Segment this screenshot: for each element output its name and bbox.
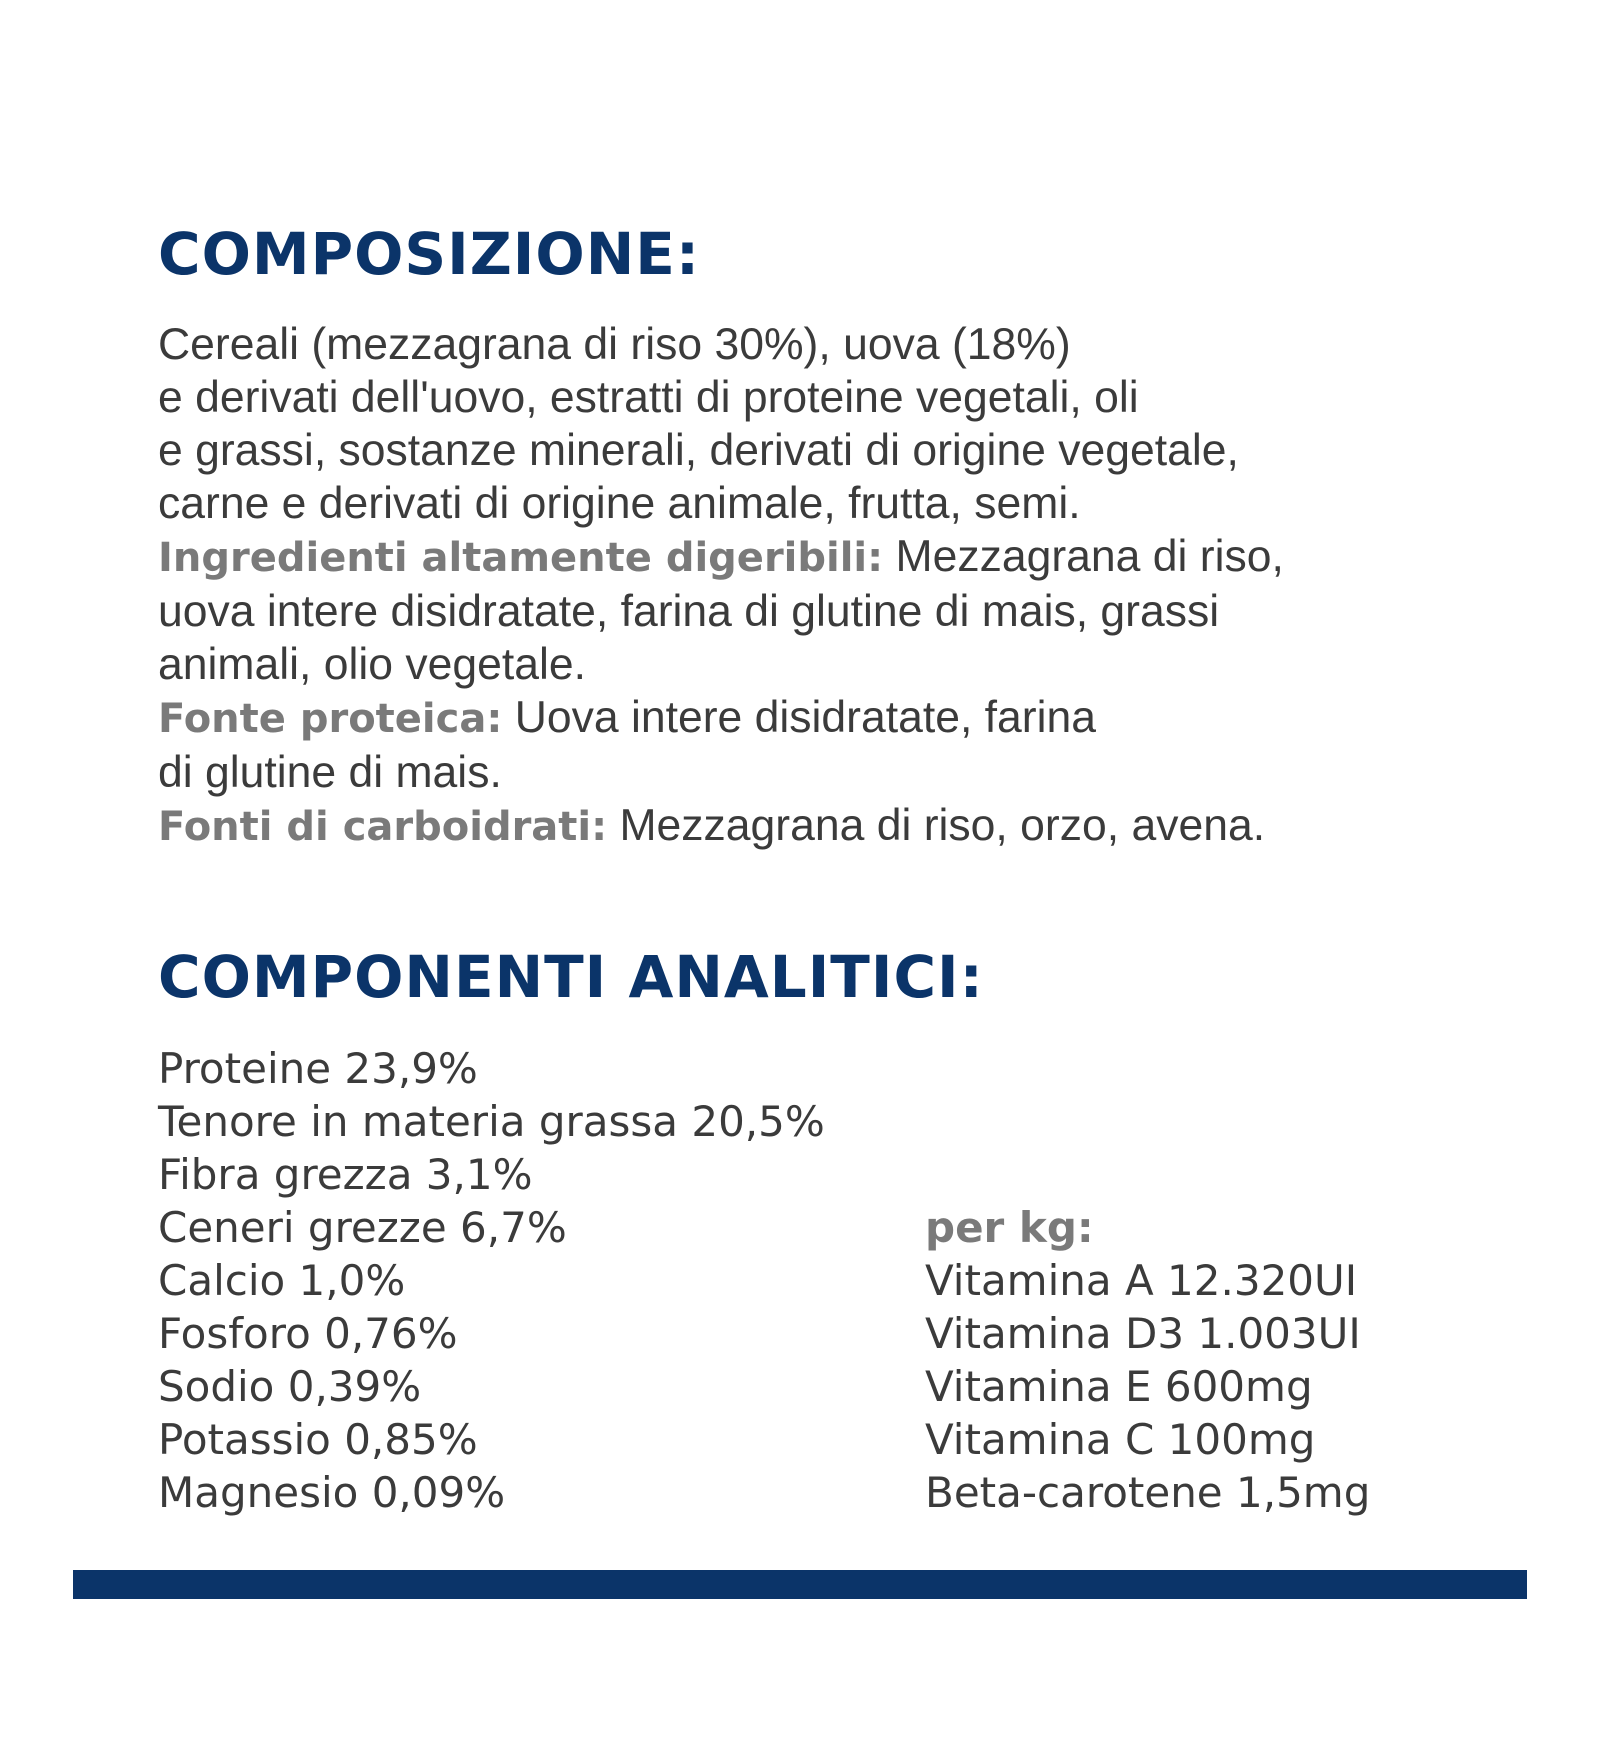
composition-line: e grassi, sostanze minerali, derivati di origine vegetale, (158, 426, 1239, 475)
list-item: Proteine 23,9% (158, 1044, 478, 1093)
analytical-heading: COMPONENTI ANALITICI: (158, 943, 984, 1011)
list-item: Sodio 0,39% (158, 1362, 422, 1411)
protein-source-label: Fonte proteica: (158, 696, 503, 742)
composition-section (158, 318, 1458, 854)
list-item: Ceneri grezze 6,7% (158, 1203, 567, 1252)
composition-line: carne e derivati di origine animale, frutta, semi. (158, 479, 1081, 528)
carb-sources-text: Mezzagrana di riso, orzo, avena. (607, 801, 1266, 850)
list-item: Fibra grezza 3,1% (158, 1150, 533, 1199)
composition-description (158, 318, 1458, 530)
digestible-label: Ingredienti altamente digeribili: (158, 535, 884, 581)
protein-source-line: di glutine di mais. (158, 748, 502, 797)
carb-sources-label: Fonti di carboidrati: (158, 804, 608, 850)
list-item: Potassio 0,85% (158, 1415, 478, 1464)
composition-heading: COMPOSIZIONE: (158, 220, 701, 288)
protein-source-text: Uova intere disidratate, farina (502, 693, 1096, 742)
per-kg-label: per kg: (925, 1203, 1094, 1252)
digestible-line: animali, olio vegetale. (158, 640, 586, 689)
digestible-first-line (158, 530, 1458, 585)
composition-line: Cereali (mezzagrana di riso 30%), uova (18%) (158, 320, 1071, 369)
list-item: Tenore in materia grassa 20,5% (158, 1097, 825, 1146)
protein-source (158, 691, 1458, 799)
composition-line: e derivati dell'uovo, estratti di proteine vegetali, oli (158, 373, 1139, 422)
list-item: Vitamina E 600mg (925, 1362, 1313, 1411)
list-item: Vitamina C 100mg (925, 1415, 1316, 1464)
carb-sources (158, 799, 1458, 854)
carb-first-line (158, 799, 1458, 854)
digestible-text: Mezzagrana di riso, (883, 532, 1284, 581)
list-item: Calcio 1,0% (158, 1256, 406, 1305)
analytical-components-list (158, 1042, 825, 1519)
digestible-line: uova intere disidratate, farina di glutine di mais, grassi (158, 587, 1220, 636)
per-kg-list (925, 1201, 1370, 1519)
footer-divider-bar (73, 1570, 1527, 1599)
digestible-ingredients (158, 530, 1458, 691)
list-item: Magnesio 0,09% (158, 1468, 506, 1517)
list-item: Fosforo 0,76% (158, 1309, 458, 1358)
list-item: Vitamina D3 1.003UI (925, 1309, 1361, 1358)
list-item: Beta-carotene 1,5mg (925, 1468, 1371, 1517)
list-item: Vitamina A 12.320UI (925, 1256, 1358, 1305)
protein-first-line (158, 691, 1458, 746)
